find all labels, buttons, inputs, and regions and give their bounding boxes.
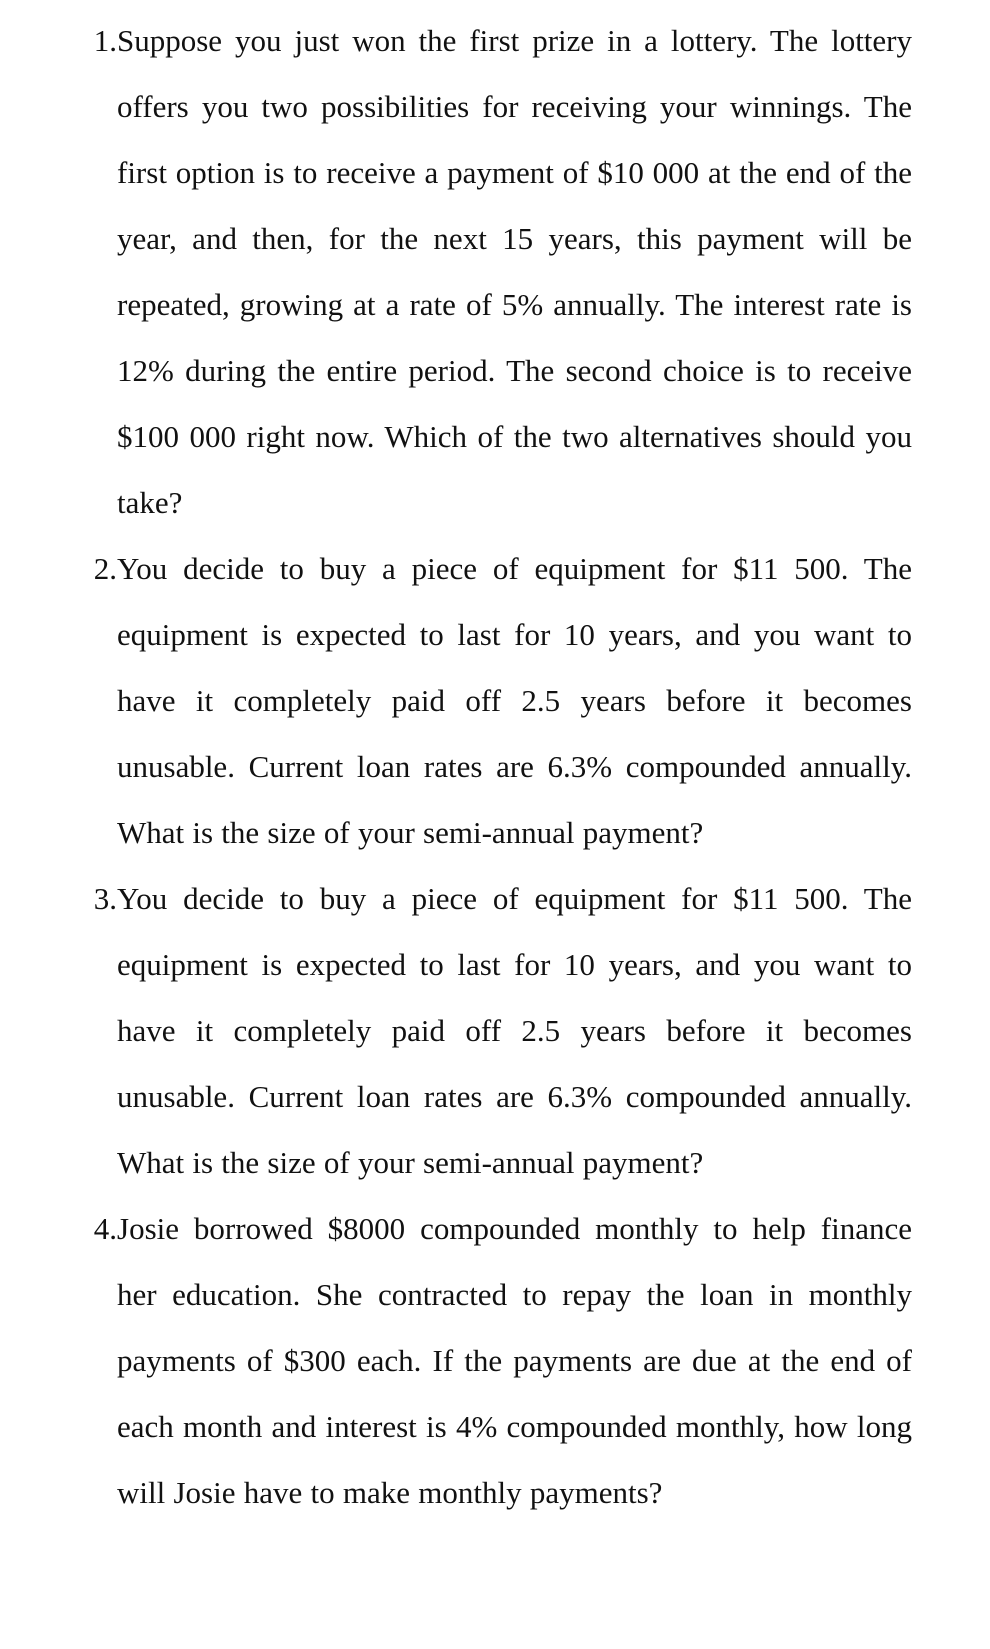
problem-4 xyxy=(0,1196,912,1526)
problem-number: 2. xyxy=(93,551,117,586)
problem-2 xyxy=(0,536,912,866)
problem-number: 1. xyxy=(93,23,117,58)
problem-text: Josie borrowed $8000 compounded monthly to help finance her education. She contracted to repay the loan in monthly payments of $300 each. If the payments are due at the end of each month and interest is 4% compounded monthly, how long will Josie have to make monthly payments? xyxy=(117,1211,912,1510)
problem-3 xyxy=(0,866,912,1196)
problem-number: 3. xyxy=(93,881,117,916)
problem-number: 4. xyxy=(93,1211,117,1246)
problem-text: Suppose you just won the first prize in a lottery. The lottery offers you two possibilities for receiving your winnings. The first option is to receive a payment of $10 000 at the end of the year, and then, for the next 15 years, this payment will be repeated, growing at a rate of 5% annually. The interest rate is 12% during the entire period. The second choice is to receive $100 000 right now. Which of the two alternatives should you take? xyxy=(117,23,912,520)
problem-1 xyxy=(0,8,912,536)
problem-text: You decide to buy a piece of equipment for $11 500. The equipment is expected to last for 10 years, and you want to have it completely paid off 2.5 years before it becomes unusable. Current loan rates are 6.3% compounded annually. What is the size of your semi-annual payment? xyxy=(117,881,912,1180)
problem-list xyxy=(0,8,912,1526)
problem-text: You decide to buy a piece of equipment for $11 500. The equipment is expected to last for 10 years, and you want to have it completely paid off 2.5 years before it becomes unusable. Current loan rates are 6.3% compounded annually. What is the size of your semi-annual payment? xyxy=(117,551,912,850)
